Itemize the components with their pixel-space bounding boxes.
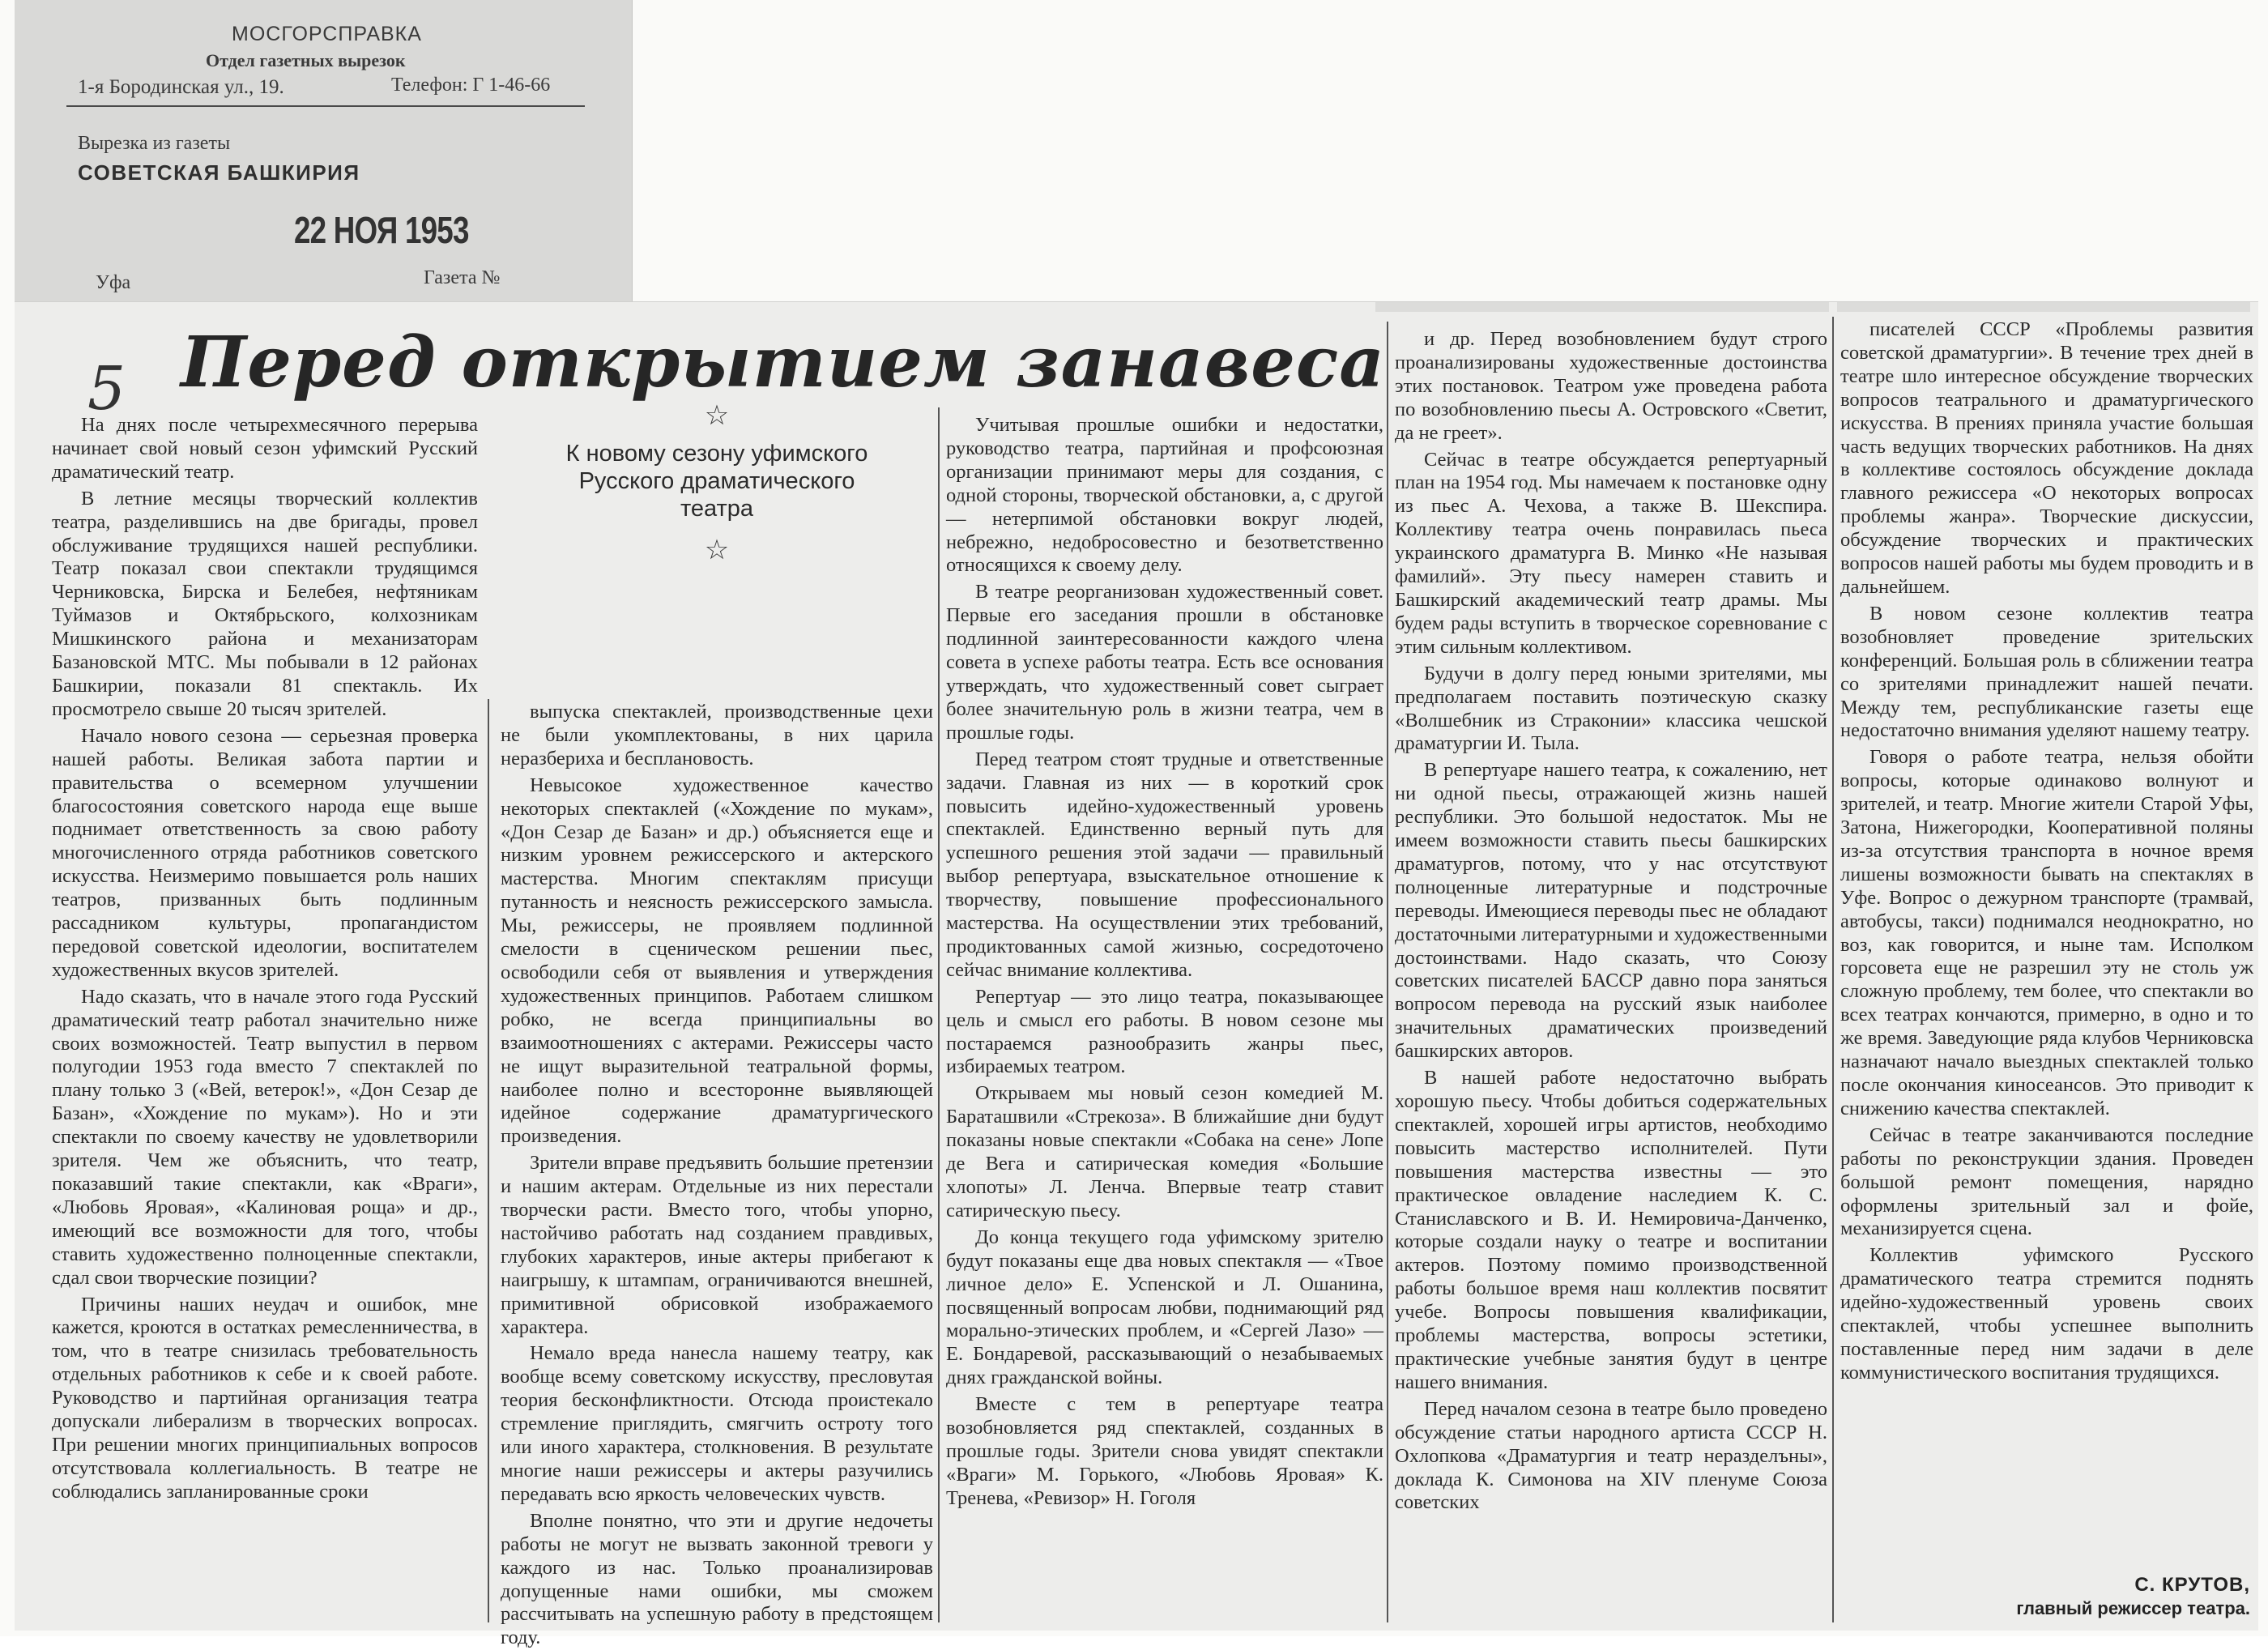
article-paragraph: Открываем мы новый сезон комедией М. Бараташвили «Стрекоза». В ближайшие дни будут показаны новые спектакли «Собака на сене» Лопе де Вега и сатирическая комедия «Большие хлопоты» Л. Ленча. Впервые театр ставит сатирическую пьесу. (946, 1082, 1383, 1222)
article-paragraph: Невысокое художественное качество некоторых спектаклей («Хождение по мукам», «Дон Сезар де Базан» и др.) объясняется еще и низким уровнем режиссерского и актерского мастерства. Многим спектаклям присущи путанность и неясность режиссерского замысла. Мы, режиссеры, не проявляем подлинной смелости в сценическом решении пьес, освободили себя от выявления и утверждения художественных принципов. Работаем слишком робко, не всегда принципиальны во взаимоотношениях с актерами. Режиссеры часто не ищут выразительной театральной формы, наиболее полно и всесторонне выявляющей идейное содержание драматургического произведения. (501, 774, 933, 1148)
article-paragraph: Надо сказать, что в начале этого года Русский драматический театр работал значительно ниже своих возможностей. Театр выпустил в первом полугодии 1953 года вместо 7 спектаклей по плану только 3 («Вей, ветерок!», «Дон Сезар де Базан», «Хождение по мукам»). Но и эти спектакли по своему качеству не удовлетворили зрителя. Чем же объяснить, что театр, показавший такие спектакли, как «Враги», «Любовь Яровая», «Калиновая роща» и др., имеющий все возможности для того, чтобы ставить художественно полноценные спектакли, сдал свои творческие позиции? (52, 985, 478, 1289)
article-column-1 (52, 414, 478, 1621)
date-stamp: 22 НОЯ 1953 (294, 209, 469, 251)
article-paragraph: Будучи в долгу перед юными зрителями, мы предполагаем поставить поэтическую сказку «Волшебник из Страконии» классика чешской драматургии И. Тыла. (1395, 662, 1827, 755)
subheadline-block (501, 399, 933, 683)
agency-name: МОСГОРСПРАВКА (232, 23, 422, 45)
article-column-5 (1840, 318, 2253, 1570)
article-paragraph: В нашей работе недостаточно выбрать хорошую пьесу. Чтобы добиться содержательных спектаклей, хорошей игры артистов, необходимо повысить мастерство исполнителей. Пути повышения мастерства известны — это практическое овладение наследием К. С. Станиславского и В. И. Немировича-Данченко, которые создали науку о театре и воспитании актеров. Поэтому помимо производственной работы большое время наш коллектив посвятит учебе. Вопросы повышения квалификации, проблемы мастерства, вопросы эстетики, практические учебные занятия будут в центре нашего внимания. (1395, 1067, 1827, 1393)
article-paragraph: Говоря о работе театра, нельзя обойти вопросы, которые одинаково волнуют и зрителей, и театр. Многие жители Старой Уфы, Затона, Нижегородки, Кооперативной поляны из-за отсутствия транспорта в ночное время лишены возможности бывать на спектаклях в Уфе. Вопрос о дежурном транспорте (трамвай, автобусы, такси) поднимался неоднократно, но воз, как говорится, и ныне там. Исполком горсовета еще не разрешил эту не столь уж сложную проблему, тем более, что спектакли во всех театрах кончаются, примерно, в одно и то же время. Заведующие ряда клубов Черниковска назначают начало выездных спектаклей только после окончания киносеансов. Это приводит к снижению качества спектаклей. (1840, 746, 2253, 1119)
subheadline (501, 440, 933, 522)
card-divider (66, 105, 585, 107)
article-paragraph: выпуска спектаклей, производственные цехи не были укомплектованы, в них царила неразбериха и бесплановость. (501, 701, 933, 770)
issue-number-label: Газета № (424, 267, 501, 288)
clipping-source-label: Вырезка из газеты (78, 133, 231, 154)
article-paragraph: В репертуаре нашего театра, к сожалению, нет ни одной пьесы, отражающей жизнь нашей республики. Это большой недостаток. Мы не имеем возможности ставить пьесы башкирских драматургов, потому, что у нас отсутствуют полноценные литературные и подстрочные переводы. Имеющиеся переводы пьес не обладают достаточными литературными и художественными достоинствами. Надо сказать, что Союзу советских писателей БАССР давно пора заняться вопросом перевода на русский язык наиболее значительных драматических произведений башкирских авторов. (1395, 759, 1827, 1063)
article-paragraph: Зрители вправе предъявить большие претензии и нашим актерам. Отдельные из них перестали творчески расти. Вместо того, чтобы упорно, настойчиво работать над созданием правдивых, глубоких характеров, иные актеры прибегают к наигрышу, к штампам, ограничиваются внешней, примитивной обрисовкой изображаемого характера. (501, 1152, 933, 1338)
author-name: С. КРУТОВ, (2134, 1574, 2250, 1596)
star-ornament-icon: ☆ (704, 399, 730, 432)
subheadline-line: Русского драматического (578, 468, 855, 494)
newspaper-article (15, 301, 2258, 1649)
article-column-4 (1395, 328, 1827, 1621)
column-divider (1387, 322, 1388, 1622)
article-paragraph: На днях после четырехмесячного перерыва начинает свой новый сезон уфимский Русский драматический театр. (52, 414, 478, 483)
article-paragraph: Немало вреда нанесла нашему театру, как вообще всему советскому искусству, пресловутая теория бесконфликтности. Отсюда проистекало стремление приглядить, смягчить остроту того или иного характера, столкновения. В результате многие наши режиссеры и актеры разучились передавать всю яркость человеческих чувств. (501, 1342, 933, 1505)
subheadline-line: театра (680, 496, 754, 522)
article-paragraph: и др. Перед возобновлением будут строго проанализированы художественные достоинства этих постановок. Театром уже проведена работа по возобновлению пьесы А. Островского «Светит, да не греет». (1395, 328, 1827, 444)
newspaper-name: СОВЕТСКАЯ БАШКИРИЯ (78, 160, 360, 185)
article-paragraph: Вполне понятно, что эти и другие недочеты работы не могут не вызвать законной тревоги у каждого из нас. Только проанализировав допущенные нами ошибки, мы сможем рассчитывать на успешную работу в предстоящем году. (501, 1509, 933, 1649)
article-paragraph: Перед началом сезона в театре было проведено обсуждение статьи народного артиста СССР Н. Охлопкова «Драматургия и театр неразделъны», доклада К. Симонова на XIV пленуме Союза советских (1395, 1397, 1827, 1514)
author-title: главный режиссер театра. (2016, 1598, 2250, 1618)
article-column-3 (946, 414, 1383, 1621)
author-signature (1942, 1574, 2250, 1619)
agency-address: 1-я Бородинская ул., 19. (78, 76, 284, 98)
bleed-through-strip (1837, 302, 2250, 312)
article-paragraph: Коллектив уфимского Русского драматического театра стремится поднять идейно-художественный уровень своих спектаклей, чтобы успешнее выполнить поставленные перед ним задачи в деле коммунистического воспитания трудящихся. (1840, 1244, 2253, 1384)
city-label: Уфа (96, 272, 131, 293)
article-paragraph: Начало нового сезона — серьезная проверка нашей работы. Великая забота партии и правительства о всемерном улучшении благосостояния советского народа еще выше поднимает ответственность за свою работу многочисленного отряда работников советского искусства. Неизмеримо повышается роль наших театров, призванных быть подлинным рассадником культуры, пропагандистом передовой советской идеологии, воспитателем художественных вкусов зрителей. (52, 724, 478, 981)
article-paragraph: писателей СССР «Проблемы развития советской драматургии». В течение трех дней в театре шло интересное обсуждение творческих вопросов театрального и драматургического искусства. В прениях приняла участие большая часть ведущих творческих работников. На днях в коллективе состоялось обсуждение доклада главного режиссера «О некоторых вопросах проблемы жанра». Творческие дискуссии, обсуждение творческих и практических вопросов нашей работы мы будем проводить и в дальнейшем. (1840, 318, 2253, 598)
clipping-agency-card (15, 0, 633, 304)
article-paragraph: Репертуар — это лицо театра, показывающее цель и смысл его работы. В новом сезоне мы постараемся разнообразить жанры пьес, избираемых театром. (946, 985, 1383, 1078)
article-headline: Перед открытием занавеса (181, 322, 1386, 403)
article-paragraph: Перед театром стоят трудные и ответственные задачи. Главная из них — в короткий срок повысить идейно-художественный уровень спектаклей. Единственно верный путь для успешного решения этой задачи — правильный выбор репертуара, взыскательное отношение к творчеству, повышение профессионального мастерства. На осуществлении этих требований, продиктованных самой жизнью, сосредоточено сейчас внимание коллектива. (946, 748, 1383, 981)
column-divider (1832, 317, 1834, 1622)
article-paragraph: Сейчас в театре обсуждается репертуарный план на 1954 год. Мы намечаем к постановке одну из пьес А. Чехова, а также В. Шекспира. Коллективу театра очень понравилась пьеса украинского драматурга В. Минко «Не называя фамилий». Эту пьесу намерен ставить и Башкирский академический театр драмы. Мы будем рады вступить в творческое соревнование с этим сильным коллективом. (1395, 448, 1827, 658)
article-column-2 (501, 701, 933, 1649)
article-paragraph: В летние месяцы творческий коллектив театра, разделившись на две бригады, провел обслуживание трудящихся нашей республики. Театр показал свои спектакли трудящимся Черниковска, Бирска и Белебея, нефтяникам Туймазов и Октябрьского, колхозникам Мишкинского района и механизаторам Базановской МТС. Мы побывали в 12 районах Башкирии, показали 81 спектакль. Их просмотрело свыше 20 тысяч зрителей. (52, 487, 478, 720)
article-paragraph: Причины наших неудач и ошибок, мне кажется, кроются в остатках ремесленничества, в том, что в театре снизилась требовательность отдельных работников к себе и к своей работе. Руководство и партийная организация театра допускали либерализм в творческих вопросах. При решении многих принципиальных вопросов отсутствовала коллегиальность. В театре не соблюдались запланированные сроки (52, 1293, 478, 1503)
agency-phone: Телефон: Г 1-46-66 (391, 75, 551, 96)
star-ornament-icon: ☆ (704, 534, 730, 566)
article-paragraph: Учитывая прошлые ошибки и недостатки, руководство театра, партийная и профсоюзная организации принимают меры для создания, с одной стороны, творческой обстановки, а, с другой — нетерпимой обстановки вокруг людей, небрежно, недобросовестно и безответственно относящихся к своему делу. (946, 414, 1383, 577)
column-divider (938, 407, 940, 1622)
article-paragraph: В новом сезоне коллектив театра возобновляет проведение зрительских конференций. Большая роль в сближении театра со зрителями принадлежит нашей печати. Между тем, республиканские газеты еще недостаточно внимания уделяют нашему театру. (1840, 602, 2253, 742)
subheadline-line: К новому сезону уфимского (565, 441, 868, 467)
article-paragraph: Вместе с тем в репертуаре театра возобновляется ряд спектаклей, созданных в прошлые годы. Зрители снова увидят спектакли «Враги» М. Горького, «Любовь Яровая» К. Тренева, «Ревизор» Н. Гоголя (946, 1393, 1383, 1509)
handwritten-pen-mark: 5 (87, 354, 126, 424)
article-paragraph: До конца текущего года уфимскому зрителю будут показаны еще два новых спектакля — «Твое личное дело» Е. Успенской и Л. Ошанина, посвященный вопросам любви, поднимающий ряд морально-этических проблем, и «Сергей Лазо» — Е. Бондаревой, рассказывающий о незабываемых днях гражданской войны. (946, 1226, 1383, 1389)
column-divider (488, 699, 489, 1622)
article-paragraph: В театре реорганизован художественный совет. Первые его заседания прошли в обстановке подлинной заинтересованности каждого члена совета в успехе работы театра. Есть все основания утверждать, что художественный совет сыграет более значительную роль в жизни театра, чем в прошлые годы. (946, 581, 1383, 744)
article-paragraph: Сейчас в театре заканчиваются последние работы по реконструкции здания. Проведен большой ремонт помещения, нарядно оформлены зрительный зал и фойе, механизируется сцена. (1840, 1123, 2253, 1240)
agency-department: Отдел газетных вырезок (206, 50, 406, 70)
bleed-through-strip (1375, 302, 1829, 312)
